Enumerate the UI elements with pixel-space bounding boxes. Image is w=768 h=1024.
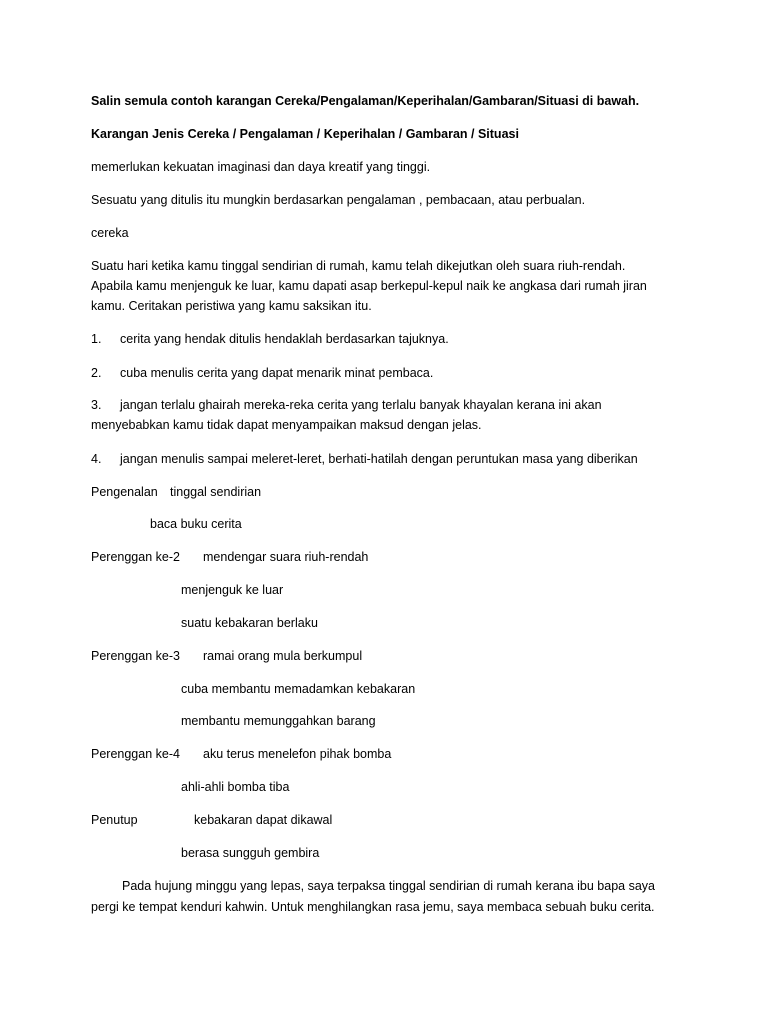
essay-line-1: Pada hujung minggu yang lepas, saya terpaksa tinggal sendirian di rumah kerana ibu bapa saya bbox=[122, 879, 655, 893]
outline-penutup-point-1: kebakaran dapat dikawal bbox=[194, 813, 333, 827]
outline-p3-point-2: cuba membantu memadamkan kebakaran bbox=[181, 682, 416, 696]
prompt-line-2: Apabila kamu menjenguk ke luar, kamu dapati asap berkepul-kepul naik ke angkasa dari rumah jiran bbox=[91, 279, 647, 293]
prompt-line-3: kamu. Ceritakan peristiwa yang kamu saksikan itu. bbox=[91, 299, 372, 313]
outline-p2-point-1: mendengar suara riuh-rendah bbox=[203, 550, 369, 564]
tip-number-2: 2. bbox=[91, 366, 102, 380]
tip-text-4: jangan menulis sampai meleret-leret, berhati-hatilah dengan peruntukan masa yang diberikan bbox=[120, 452, 638, 466]
heading-instruction: Salin semula contoh karangan Cereka/Pengalaman/Keperihalan/Gambaran/Situasi di bawah. bbox=[91, 94, 640, 108]
outline-p4-point-1: aku terus menelefon pihak bomba bbox=[203, 747, 392, 761]
intro-line-2: Sesuatu yang ditulis itu mungkin berdasarkan pengalaman , pembacaan, atau perbualan. bbox=[91, 193, 586, 207]
outline-pengenalan-point-1: tinggal sendirian bbox=[170, 485, 262, 499]
outline-p3-label: Perenggan ke-3 bbox=[91, 649, 180, 663]
outline-p2-point-2: menjenguk ke luar bbox=[181, 583, 284, 597]
prompt-line-1: Suatu hari ketika kamu tinggal sendirian di rumah, kamu telah dikejutkan oleh suara riuh-rendah. bbox=[91, 259, 626, 273]
tip-text-2: cuba menulis cerita yang dapat menarik minat pembaca. bbox=[120, 366, 434, 380]
outline-p3-point-1: ramai orang mula berkumpul bbox=[203, 649, 363, 663]
outline-p2-point-3: suatu kebakaran berlaku bbox=[181, 616, 318, 630]
outline-pengenalan-point-2: baca buku cerita bbox=[150, 517, 242, 531]
essay-line-2: pergi ke tempat kenduri kahwin. Untuk menghilangkan rasa jemu, saya membaca sebuah buku cerita. bbox=[91, 900, 655, 914]
outline-p4-label: Perenggan ke-4 bbox=[91, 747, 180, 761]
outline-p4-point-2: ahli-ahli bomba tiba bbox=[181, 780, 290, 794]
outline-p2-label: Perenggan ke-2 bbox=[91, 550, 180, 564]
section-label: cereka bbox=[91, 226, 129, 240]
tip-number-1: 1. bbox=[91, 332, 102, 346]
tip-text-3b: menyebabkan kamu tidak dapat menyampaikan maksud dengan jelas. bbox=[91, 418, 482, 432]
outline-p3-point-3: membantu memunggahkan barang bbox=[181, 714, 376, 728]
tip-number-4: 4. bbox=[91, 452, 102, 466]
tip-text-3a: jangan terlalu ghairah mereka-reka cerita yang terlalu banyak khayalan kerana ini akan bbox=[120, 398, 602, 412]
outline-penutup-point-2: berasa sungguh gembira bbox=[181, 846, 320, 860]
heading-essay-types: Karangan Jenis Cereka / Pengalaman / Keperihalan / Gambaran / Situasi bbox=[91, 127, 519, 141]
outline-pengenalan-label: Pengenalan bbox=[91, 485, 158, 499]
intro-line-1: memerlukan kekuatan imaginasi dan daya kreatif yang tinggi. bbox=[91, 160, 431, 174]
tip-text-1: cerita yang hendak ditulis hendaklah berdasarkan tajuknya. bbox=[120, 332, 449, 346]
tip-number-3: 3. bbox=[91, 398, 102, 412]
outline-penutup-label: Penutup bbox=[91, 813, 138, 827]
